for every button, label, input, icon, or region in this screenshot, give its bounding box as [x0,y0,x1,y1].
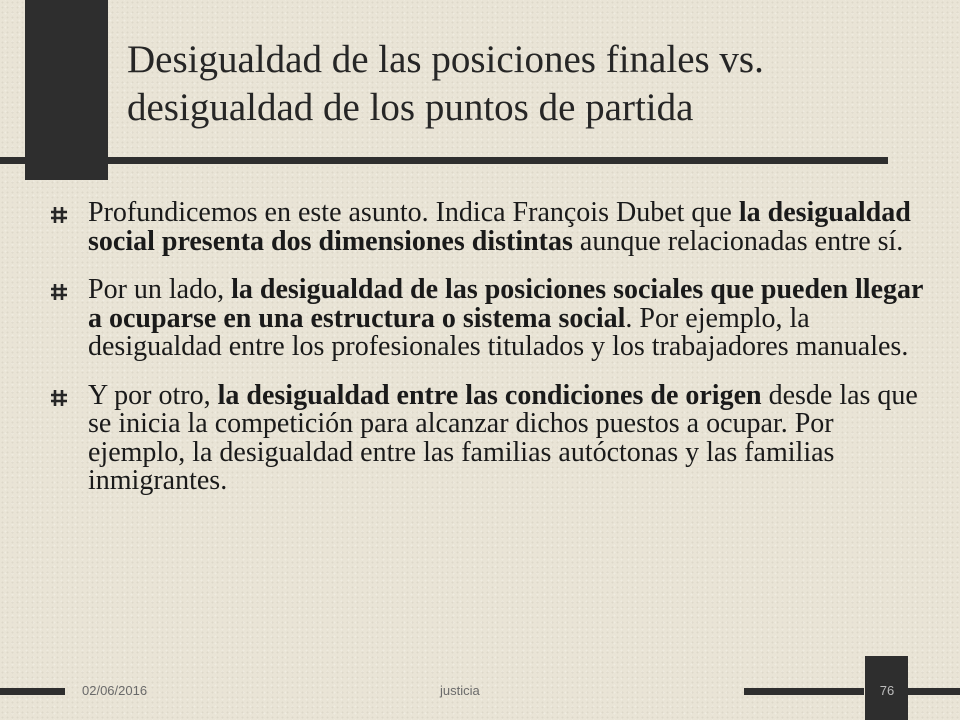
bullet-2-bold: la desigualdad de las posiciones sociales que pueden llegar a ocuparse en una estructura o sistema social [88,274,923,334]
hash-bullet-icon [50,389,68,407]
slide-title-line2: desigualdad de los puntos de partida [127,86,694,129]
footer-label: justicia [440,683,480,698]
bullet-item-3 [50,379,930,496]
footer-rule-right [744,688,864,695]
bullet-2-text-end: . Por ejemplo, la desigualdad entre los profesionales titulados y los trabajadores manuales. [88,302,909,362]
bullet-3-text-end: desde las que se inicia la competición para alcanzar dichos puestos a ocupar. Por ejemplo, la desigualdad entre las familias autóctonas y las familias inmigrantes. [88,379,918,496]
bullet-3-text: Y por otro, [88,379,218,411]
title-divider-rule [0,157,888,164]
slide-title-line1: Desigualdad de las posiciones finales vs. [127,38,764,81]
bullet-item-2 [50,276,930,362]
bullet-item-1 [50,199,930,256]
bullet-2-text: Por un lado, [88,274,232,305]
bullet-3-bold: la desigualdad entre las condiciones de origen [217,379,762,411]
footer-date: 02/06/2016 [82,683,148,698]
footer-rule-far [908,688,960,695]
bullet-1-bold: la desigualdad social presenta dos dimensiones distintas [88,197,911,257]
hash-bullet-icon [50,283,68,301]
bullet-1-text-end: aunque relacionadas entre sí. [572,225,904,257]
bullet-1-text: Profundicemos en este asunto. Indica François Dubet que [88,197,739,228]
slide-title [127,36,937,132]
title-accent-bar [25,0,108,180]
hash-bullet-icon [50,206,68,224]
footer-rule-left [0,688,65,695]
page-number: 76 [879,683,895,698]
bullet-list [50,199,930,496]
